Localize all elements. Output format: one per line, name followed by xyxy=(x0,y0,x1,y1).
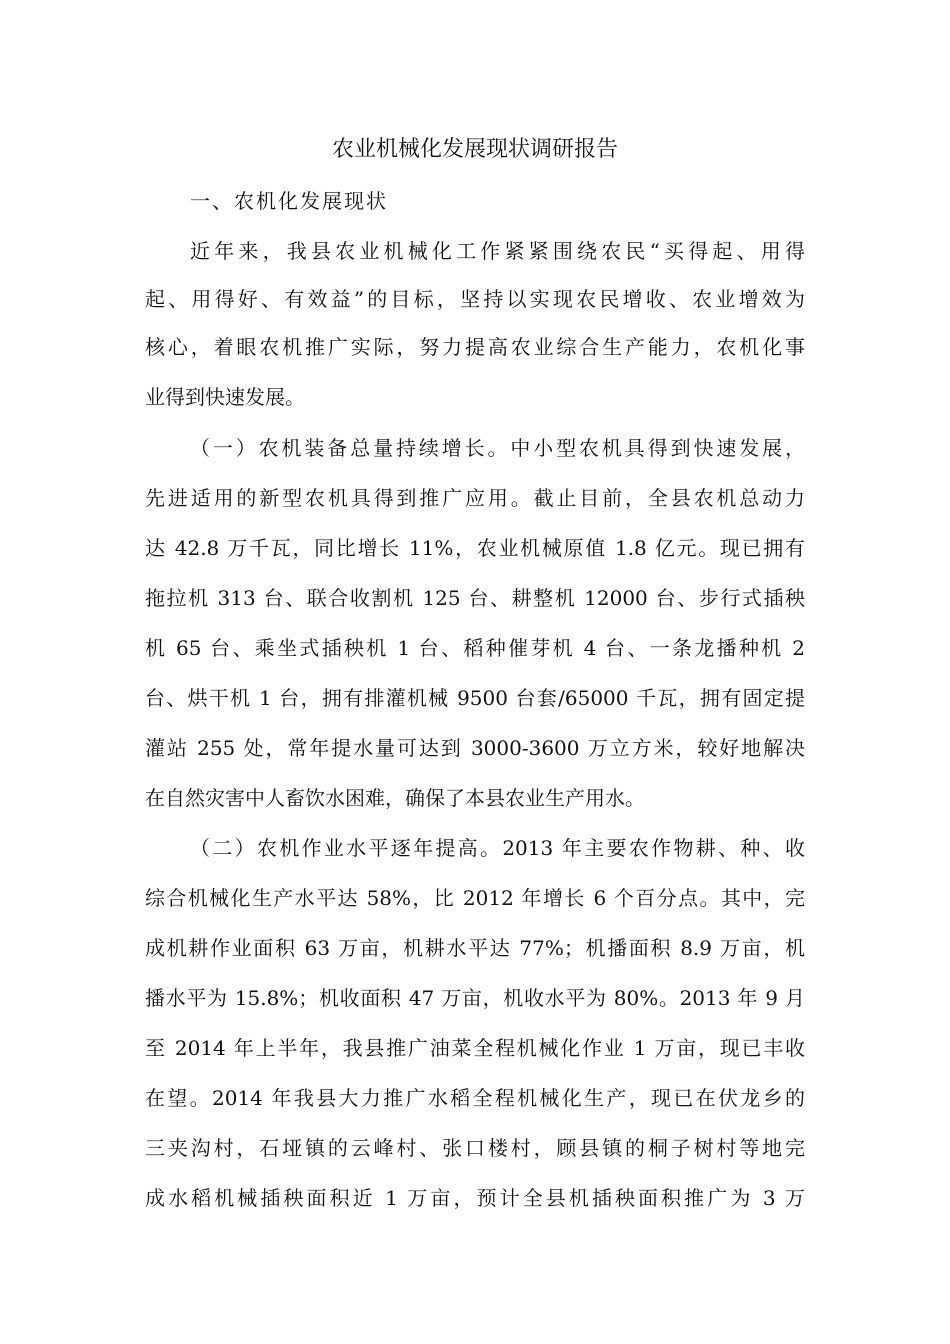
paragraph-3-line-7: 三夹沟村，石垭镇的云峰村、张口楼村，顾县镇的桐子树村等地完 xyxy=(145,1136,805,1160)
paragraph-3-line-8: 成水稻机械插秧面积近 1 万亩，预计全县机插秧面积推广为 3 万 xyxy=(145,1186,805,1210)
paragraph-3-line-6: 在望。2014 年我县大力推广水稻全程机械化生产，现已在伏龙乡的 xyxy=(145,1086,805,1110)
paragraph-1-line-4: 业得到快速发展。 xyxy=(145,385,305,409)
paragraph-3-line-2: 综合机械化生产水平达 58%，比 2012 年增长 6 个百分点。其中，完 xyxy=(145,886,805,910)
section-heading: 一、农机化发展现状 xyxy=(190,189,388,213)
paragraph-1-line-1: 近年来，我县农业机械化工作紧紧围绕农民“买得起、用得 xyxy=(190,239,805,263)
document-title: 农业机械化发展现状调研报告 xyxy=(331,137,618,162)
paragraph-2-line-5: 机 65 台、乘坐式插秧机 1 台、稻种催芽机 4 台、一条龙播种机 2 xyxy=(145,636,805,660)
paragraph-1-line-2: 起、用得好、有效益”的目标，坚持以实现农民增收、农业增效为 xyxy=(145,287,805,311)
paragraph-2-line-8: 在自然灾害中人畜饮水困难，确保了本县农业生产用水。 xyxy=(145,786,645,810)
paragraph-3-line-5: 至 2014 年上半年，我县推广油菜全程机械化作业 1 万亩，现已丰收 xyxy=(145,1036,805,1060)
paragraph-2-line-2: 先进适用的新型农机具得到推广应用。截止目前，全县农机总动力 xyxy=(145,486,805,510)
paragraph-3-line-4: 播水平为 15.8%；机收面积 47 万亩，机收水平为 80%。2013 年 9 月 xyxy=(145,986,805,1010)
paragraph-3-line-3: 成机耕作业面积 63 万亩，机耕水平达 77%；机播面积 8.9 万亩，机 xyxy=(145,936,805,960)
paragraph-2-line-3: 达 42.8 万千瓦，同比增长 11%，农业机械原值 1.8 亿元。现已拥有 xyxy=(145,536,805,560)
paragraph-2-line-4: 拖拉机 313 台、联合收割机 125 台、耕整机 12000 台、步行式插秧 xyxy=(145,586,805,610)
paragraph-1-line-3: 核心，着眼农机推广实际，努力提高农业综合生产能力，农机化事 xyxy=(145,335,805,359)
paragraph-2-line-6: 台、烘干机 1 台，拥有排灌机械 9500 台套/65000 千瓦，拥有固定提 xyxy=(145,686,805,710)
paragraph-2-line-1: （一）农机装备总量持续增长。中小型农机具得到快速发展， xyxy=(190,436,805,460)
paragraph-3-line-1: （二）农机作业水平逐年提高。2013 年主要农作物耕、种、收 xyxy=(190,836,805,860)
paragraph-2-line-7: 灌站 255 处，常年提水量可达到 3000-3600 万立方米，较好地解决 xyxy=(145,736,805,760)
